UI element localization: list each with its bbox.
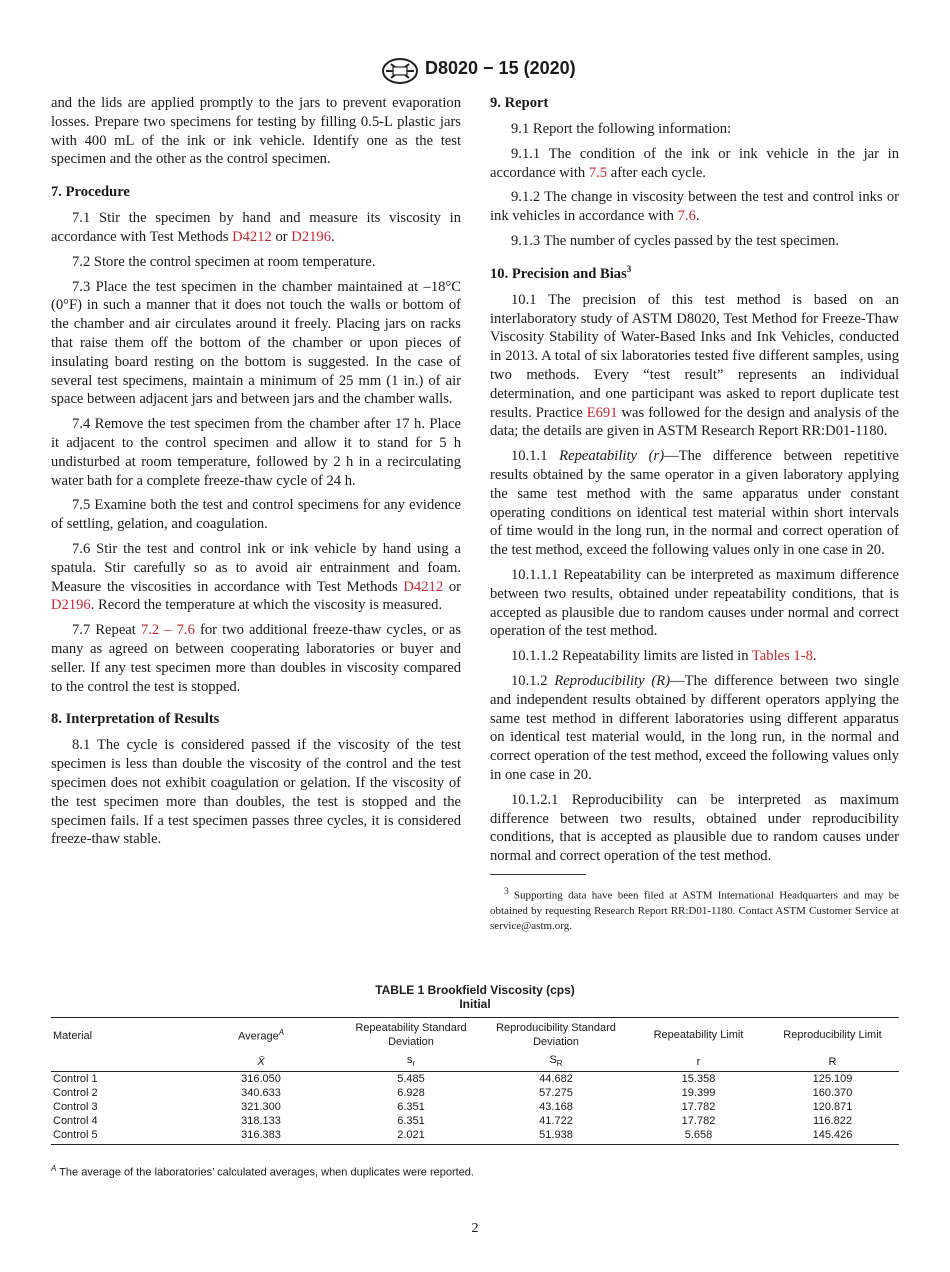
paragraph: 9.1.1 The condition of the ink or ink vehicle in the jar in accordance with 7.5 after each cycle.	[490, 145, 899, 181]
section-10-body	[490, 291, 899, 866]
table-cell: 6.928	[397, 1087, 425, 1100]
reference-link[interactable]: D4212	[403, 578, 444, 595]
table-row	[51, 1114, 899, 1128]
col-header-material: Material	[51, 1018, 181, 1052]
table-cell: 125.109	[812, 1073, 853, 1086]
symbol-sr: $s_r$	[341, 1051, 481, 1072]
table-cell: 145.426	[766, 1128, 899, 1145]
section-8-heading: 8. Interpretation of Results	[51, 711, 220, 728]
paragraph: 10.1.2 Reproducibility (R)—The difference between two single and independent results obtained by different operators applying the same test method in different laboratories using different apparatus on identical test material would, in the long run, in the normal and correct operation of the test method, exceed the following values only in one case in 20.	[490, 672, 900, 783]
paragraph: 7.7 Repeat 7.2 – 7.6 for two additional freeze-thaw cycles, or as many as agreed on between cooperating laboratories or buyer and seller. If any test specimen more than doubles in viscosity compared to the control the test is stopped.	[51, 622, 462, 695]
table-cell: 43.168	[539, 1101, 573, 1114]
symbol-r: r	[631, 1051, 766, 1072]
document-id: D8020 − 15 (2020)	[425, 58, 576, 78]
term-emphasis: Repeatability (r)	[559, 448, 665, 465]
term-emphasis: Reproducibility (R)	[554, 672, 671, 689]
page-header	[0, 56, 950, 88]
table-cell: 41.722	[539, 1115, 573, 1128]
table-row	[51, 1128, 899, 1145]
viscosity-table	[51, 1017, 899, 1145]
symbol-R: R	[766, 1051, 899, 1072]
intro-block	[51, 94, 461, 169]
paragraph: 7.2 Store the control specimen at room temperature.	[72, 253, 376, 270]
right-column	[490, 94, 899, 872]
table-footnote-text: The average of the laboratories’ calculated averages, when duplicates were reported.	[59, 1166, 474, 1179]
table-cell: Control 2	[53, 1087, 98, 1100]
table-cell: Control 3	[53, 1101, 98, 1114]
table-cell: 2.021	[341, 1128, 481, 1145]
table-cell: 316.383	[181, 1128, 341, 1145]
table-cell: 120.871	[812, 1101, 853, 1114]
section-7-body	[51, 209, 461, 696]
table-cell: 17.782	[681, 1101, 716, 1114]
left-column	[51, 94, 461, 855]
table-footnote-marker: A	[51, 1164, 57, 1173]
table-row	[51, 1100, 899, 1114]
table-cell: 321.300	[241, 1101, 281, 1114]
table-cell: Control 1	[53, 1073, 98, 1086]
paragraph: 8.1 The cycle is considered passed if the viscosity of the test specimen is less than double the viscosity of the control and the test specimen does not exhibit coagulation or gelation. If the viscosity of the test specimen more than doubles, the test is stopped and the specimen fails. If a test specimen passes three cycles, it is considered freeze-thaw stable.	[51, 737, 461, 848]
footnote-divider	[490, 874, 586, 875]
table-body	[51, 1072, 899, 1145]
paragraph: 10.1.2.1 Reproducibility can be interpreted as maximum difference between two results, obtained under reproducibility conditions, that is accepted as plausible due to random causes under normal and correct operation of the test method.	[490, 791, 899, 865]
footnote-marker: 3	[504, 886, 509, 896]
reference-link[interactable]: E691	[586, 404, 618, 421]
paragraph: 7.5 Examine both the test and control specimens for any evidence of settling, gelation, and coagulation.	[51, 497, 461, 533]
section-10-heading-text: 10. Precision and Bias	[490, 265, 627, 282]
table-caption	[0, 983, 950, 1011]
reference-link[interactable]: D4212	[232, 228, 272, 245]
paragraph: 9.1.3 The number of cycles passed by the test specimen.	[511, 232, 840, 249]
symbol-SR: $S_R$	[481, 1051, 631, 1072]
footnote-text: Supporting data have been filed at ASTM International Headquarters and may be obtained by requesting Research Report RR:D01-1180. Contact ASTM Customer Service at service@astm.org.	[490, 889, 900, 932]
table-cell: 19.399	[681, 1087, 716, 1100]
table-cell: 316.050	[241, 1073, 281, 1086]
reference-link[interactable]: D2196	[291, 228, 332, 245]
table-cell: 6.351	[397, 1115, 425, 1128]
col-header-average-text: Average	[237, 1030, 279, 1043]
col-header-average	[181, 1018, 341, 1052]
table-note-ref[interactable]: A	[278, 1028, 285, 1038]
paragraph: 7.4 Remove the test specimen from the chamber after 17 h. Place it adjacent to the control specimen and allow it to stand for 5 h undisturbed at room temperature, followed by 2 h in a recirculating water bath for a complete freeze-thaw cycle of 24 h.	[51, 416, 461, 489]
paragraph: 7.1 Stir the specimen by hand and measure its viscosity in accordance with Test Methods D4212 or D2196.	[51, 210, 461, 245]
table-row	[51, 1072, 899, 1087]
table-subtitle: Initial	[459, 997, 491, 1011]
paragraph: 10.1.1.2 Repeatability limits are listed in Tables 1-8.	[511, 648, 817, 665]
paragraph: 9.1 Report the following information:	[511, 121, 732, 137]
paragraph: 10.1.1.1 Repeatability can be interpreted as maximum difference between two results, obtained under repeatability conditions, that is accepted as plausible due to random causes under normal and correct operation of the test method.	[490, 566, 899, 640]
footnote-ref-3[interactable]: 3	[626, 263, 632, 274]
table-cell: Control 4	[53, 1115, 98, 1128]
table-cell: 57.275	[539, 1087, 573, 1100]
paragraph: 7.3 Place the test specimen in the chamber maintained at –18°C (0°F) in such a manner that it does not touch the walls or bottom of the chamber and air circulates around it freely. Placing jars on racks that raise them off the bottom of the chamber or upon pieces of insulating board resting on the bottom is suggested. In the case of several test specimens, maintain a minimum of 25 mm (1 in.) of air space between adjacent jars and between jars and the chamber walls.	[51, 278, 461, 408]
footnote	[490, 884, 899, 934]
col-header-reproducibility-limit: Reproducibility Limit	[766, 1018, 899, 1052]
table-title: TABLE 1 Brookfield Viscosity (cps)	[375, 983, 575, 997]
table-cell: 15.358	[681, 1073, 716, 1086]
section-9-body	[490, 120, 899, 251]
symbol-material	[51, 1051, 181, 1072]
table-row	[51, 1086, 899, 1100]
symbol-average: X̄	[181, 1051, 341, 1072]
paragraph: 10.1.1 Repeatability (r)—The difference between repetitive results obtained by the same operator in a given laboratory applying the same test method with the same apparatus under constant operating conditions on identical test material within short intervals of time would in the long run, in the normal and correct operation of the test method, exceed the following values only in one case in 20.	[490, 448, 899, 559]
table-cell: 116.822	[813, 1115, 852, 1128]
table-cell: 5.658	[631, 1128, 766, 1145]
table-cell: 6.351	[397, 1101, 425, 1114]
page-number: 2	[471, 1221, 479, 1236]
section-8-body	[51, 736, 461, 849]
section-9-heading: 9. Report	[490, 95, 549, 111]
col-header-repeatability-limit: Repeatability Limit	[631, 1018, 766, 1052]
reference-link[interactable]: 7.6	[677, 208, 696, 225]
paragraph: 9.1.2 The change in viscosity between the test and control inks or ink vehicles in accordance with 7.6.	[490, 189, 899, 225]
table-cell: 17.782	[681, 1115, 716, 1128]
table-container	[51, 1017, 899, 1145]
paragraph: 10.1 The precision of this test method is based on an interlaboratory study of ASTM D8020, Test Method for Freeze-Thaw Viscosity Stability of Water-Based Inks and Ink Vehicles, conducted in 2013. A total of six laboratories tested five different samples, using two methods. Every “test result” represents an individual determination, and one participant was asked to report duplicate test results. Practice E691 was followed for the design and analysis of the data; the details are given in ASTM Research Report RR:D01-1180.	[490, 291, 899, 440]
col-header-repeatability-sd: Repeatability Standard Deviation	[341, 1018, 481, 1052]
section-10-heading	[490, 265, 899, 283]
reference-link[interactable]: Tables 1-8	[751, 648, 813, 665]
paragraph: and the lids are applied promptly to the jars to prevent evaporation losses. Prepare two specimens for testing by filling 0.5-L plastic jars with 400 mL of the ink or ink vehicle. Identify one as the test specimen and the other as the control specimen.	[51, 95, 461, 168]
table-cell: 160.370	[812, 1087, 853, 1100]
section-7-heading: 7. Procedure	[51, 184, 130, 201]
astm-logo-icon	[380, 56, 420, 86]
reference-link[interactable]: D2196	[51, 597, 91, 614]
table-cell: 5.485	[397, 1073, 425, 1086]
paragraph: 7.6 Stir the test and control ink or ink vehicle by hand using a spatula. Stir carefully so as to avoid air entrainment and foam. Measure the viscosities in accordance with Test Methods D4212 or D2196. Record the temperature at which the viscosity is measured.	[51, 540, 461, 614]
table-cell: Control 5	[51, 1128, 181, 1145]
table-footnote	[51, 1164, 899, 1179]
reference-link[interactable]: 7.5	[588, 164, 608, 181]
table-cell: 51.938	[481, 1128, 631, 1145]
table-cell: 340.633	[241, 1087, 281, 1100]
col-header-reproducibility-sd: Reproducibility Standard Deviation	[481, 1018, 631, 1052]
table-cell: 318.133	[241, 1115, 281, 1128]
table-cell: 44.682	[539, 1073, 573, 1086]
reference-link[interactable]: 7.2 – 7.6	[140, 622, 195, 639]
